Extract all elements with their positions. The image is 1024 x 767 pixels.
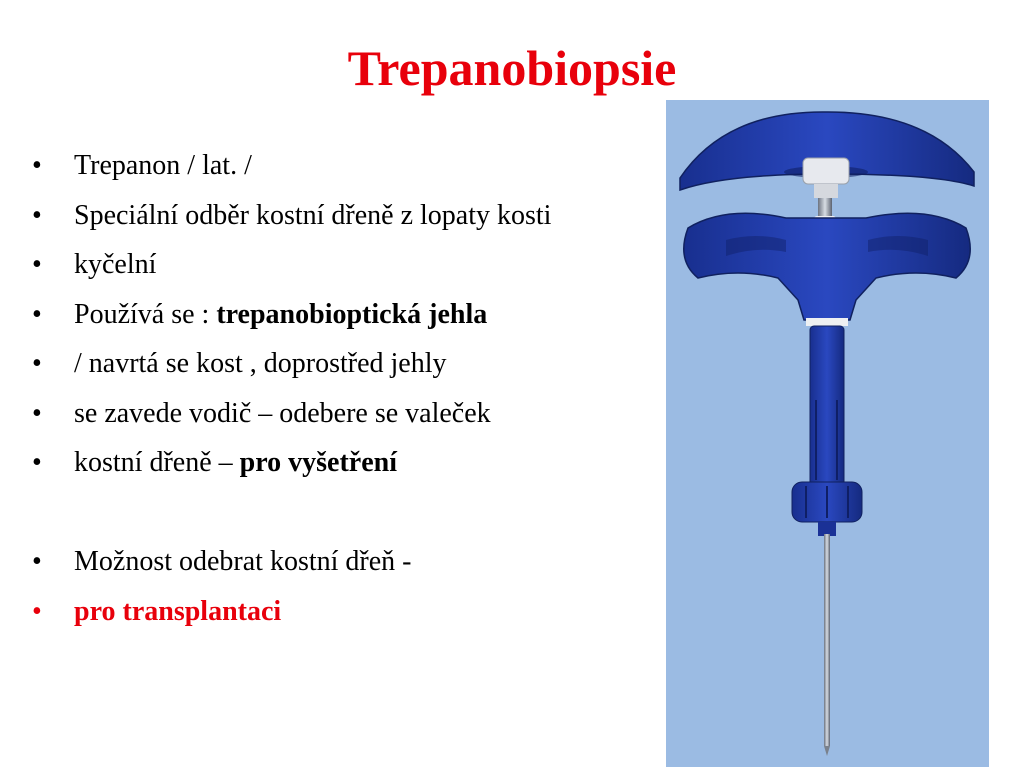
bullet-dot: • — [32, 397, 42, 429]
bullet-dot: • — [32, 249, 42, 280]
bullet-text: se zavede vodič – odebere se valeček — [74, 397, 491, 429]
bullet-emphasis: pro vyšetření — [239, 447, 397, 478]
bullet-dot: • — [32, 546, 42, 577]
bullet-dot: • — [32, 348, 42, 379]
trepanobiopsy-needle-photo — [666, 100, 989, 767]
bullet-item — [30, 537, 670, 587]
bullet-emphasis: trepanobioptická jehla — [216, 298, 488, 330]
bullet-text: kostní dřeně – — [74, 447, 240, 478]
bullet-text: Speciální odběr kostní dřeně z lopaty kosti — [74, 199, 552, 231]
bullet-item — [30, 339, 670, 389]
bullet-text: kyčelní — [74, 249, 157, 280]
bullet-emphasis: pro transplantaci — [74, 595, 282, 627]
bullet-item — [30, 240, 670, 290]
bullet-dot: • — [32, 447, 42, 478]
bullet-list — [30, 141, 670, 636]
bullet-dot: • — [32, 199, 42, 231]
white-ring — [806, 318, 848, 326]
bullet-item — [30, 438, 670, 488]
bullet-text: Trepanon / lat. / — [74, 150, 252, 181]
bullet-dot: • — [32, 298, 42, 330]
slide-title: Trepanobiopsie — [347, 40, 677, 96]
bullet-item — [30, 587, 670, 637]
bullet-item — [30, 290, 670, 340]
bullet-text: Možnost odebrat kostní dřeň - — [74, 546, 412, 577]
needle — [824, 534, 830, 756]
bullet-spacer — [30, 488, 670, 538]
bullet-text: / navrtá se kost , doprostřed jehly — [74, 348, 447, 379]
bullet-item — [30, 389, 670, 439]
bullet-item — [30, 191, 670, 241]
handle-shaft — [810, 326, 844, 486]
bullet-dot: • — [32, 150, 42, 181]
bullet-dot: • — [32, 595, 42, 627]
bullet-text: Používá se : — [74, 298, 217, 330]
bullet-item — [30, 141, 670, 191]
